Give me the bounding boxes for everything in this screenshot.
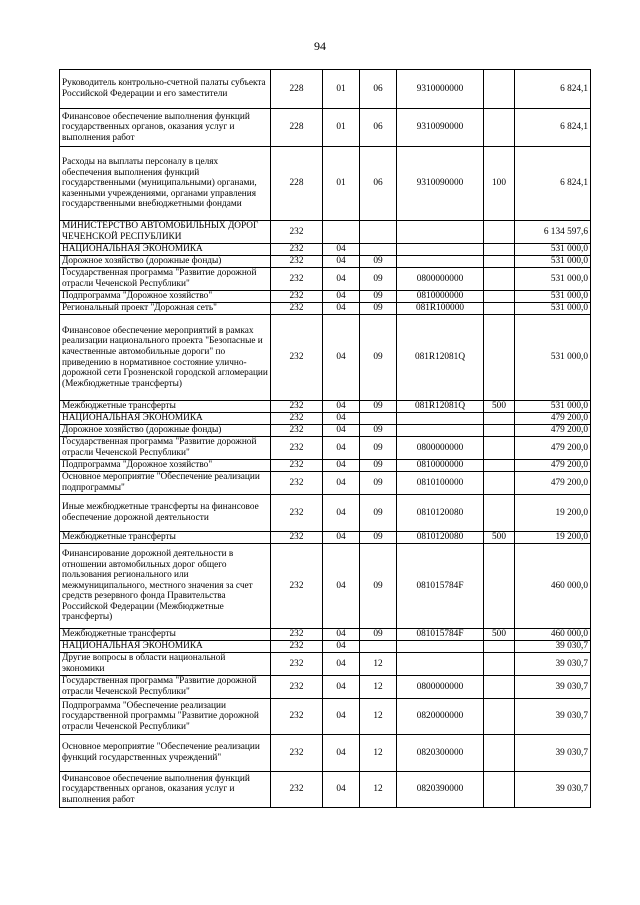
subsection-code-cell: 09 xyxy=(360,532,397,544)
section-code-cell: 01 xyxy=(323,109,360,147)
expense-type-cell xyxy=(484,268,515,291)
expense-type-cell xyxy=(484,653,515,676)
section-code-cell: 01 xyxy=(323,147,360,221)
row-name-cell: Финансовое обеспечение мероприятий в рамках реализации национального проекта "Безопасные и качественные автомобильные дороги" по приведению в нормативное состояние улично-дорожной сети Грозненской городской агломерации (Межбюджетные трансферты) xyxy=(60,315,271,401)
target-article-cell: 081R100000 xyxy=(397,303,484,315)
amount-cell: 460 000,0 xyxy=(515,544,591,629)
row-name-cell: Межбюджетные трансферты xyxy=(60,629,271,641)
subsection-code-cell: 09 xyxy=(360,315,397,401)
amount-cell: 479 200,0 xyxy=(515,460,591,472)
section-code-cell: 04 xyxy=(323,641,360,653)
expense-type-cell xyxy=(484,256,515,268)
ministry-code-cell: 232 xyxy=(271,256,323,268)
section-code-cell: 04 xyxy=(323,460,360,472)
target-article-cell: 081015784F xyxy=(397,544,484,629)
row-name-cell: Межбюджетные трансферты xyxy=(60,532,271,544)
row-name-cell: НАЦИОНАЛЬНАЯ ЭКОНОМИКА xyxy=(60,413,271,425)
row-name-cell: Финансовое обеспечение выполнения функций государственных органов, оказания услуг и выполнения работ xyxy=(60,109,271,147)
ministry-code-cell: 232 xyxy=(271,413,323,425)
ministry-code-cell: 232 xyxy=(271,699,323,735)
expense-type-cell xyxy=(484,221,515,244)
subsection-code-cell: 12 xyxy=(360,676,397,699)
target-article-cell: 0820390000 xyxy=(397,772,484,808)
table-row xyxy=(60,221,591,244)
subsection-code-cell xyxy=(360,413,397,425)
table-row xyxy=(60,772,591,808)
ministry-code-cell: 232 xyxy=(271,735,323,772)
row-name-cell: Государственная программа "Развитие дорожной отрасли Чеченской Республики" xyxy=(60,268,271,291)
row-name-cell: Межбюджетные трансферты xyxy=(60,401,271,413)
target-article-cell: 9310090000 xyxy=(397,147,484,221)
ministry-code-cell: 232 xyxy=(271,291,323,303)
amount-cell: 39 030,7 xyxy=(515,772,591,808)
subsection-code-cell: 09 xyxy=(360,401,397,413)
amount-cell: 19 200,0 xyxy=(515,495,591,532)
section-code-cell: 04 xyxy=(323,735,360,772)
subsection-code-cell: 09 xyxy=(360,495,397,532)
table-row xyxy=(60,291,591,303)
ministry-code-cell: 232 xyxy=(271,495,323,532)
target-article-cell xyxy=(397,221,484,244)
ministry-code-cell: 232 xyxy=(271,460,323,472)
table-row xyxy=(60,641,591,653)
section-code-cell: 04 xyxy=(323,472,360,495)
subsection-code-cell: 12 xyxy=(360,772,397,808)
amount-cell: 531 000,0 xyxy=(515,291,591,303)
expense-type-cell xyxy=(484,460,515,472)
row-name-cell: Подпрограмма "Дорожное хозяйство" xyxy=(60,460,271,472)
ministry-code-cell: 228 xyxy=(271,109,323,147)
ministry-code-cell: 232 xyxy=(271,268,323,291)
table-row xyxy=(60,70,591,109)
budget-table xyxy=(59,69,591,808)
ministry-code-cell: 232 xyxy=(271,653,323,676)
subsection-code-cell: 09 xyxy=(360,268,397,291)
subsection-code-cell: 09 xyxy=(360,629,397,641)
row-name-cell: Подпрограмма "Обеспечение реализации государственной программы "Развитие дорожной отрасли Чеченской Республики" xyxy=(60,699,271,735)
row-name-cell: Государственная программа "Развитие дорожной отрасли Чеченской Республики" xyxy=(60,437,271,460)
section-code-cell: 04 xyxy=(323,629,360,641)
row-name-cell: Основное мероприятие "Обеспечение реализации подпрограммы" xyxy=(60,472,271,495)
target-article-cell xyxy=(397,653,484,676)
expense-type-cell xyxy=(484,641,515,653)
expense-type-cell: 100 xyxy=(484,147,515,221)
section-code-cell: 01 xyxy=(323,70,360,109)
row-name-cell: НАЦИОНАЛЬНАЯ ЭКОНОМИКА xyxy=(60,244,271,256)
amount-cell: 19 200,0 xyxy=(515,532,591,544)
target-article-cell: 081R12081Q xyxy=(397,315,484,401)
expense-type-cell xyxy=(484,676,515,699)
expense-type-cell xyxy=(484,437,515,460)
section-code-cell: 04 xyxy=(323,303,360,315)
target-article-cell: 0810000000 xyxy=(397,291,484,303)
subsection-code-cell: 09 xyxy=(360,437,397,460)
row-name-cell: Руководитель контрольно-счетной палаты субъекта Российской Федерации и его заместители xyxy=(60,70,271,109)
target-article-cell: 0810000000 xyxy=(397,460,484,472)
ministry-code-cell: 232 xyxy=(271,544,323,629)
section-code-cell: 04 xyxy=(323,532,360,544)
section-code-cell: 04 xyxy=(323,244,360,256)
amount-cell: 39 030,7 xyxy=(515,735,591,772)
subsection-code-cell xyxy=(360,221,397,244)
subsection-code-cell: 12 xyxy=(360,653,397,676)
target-article-cell xyxy=(397,641,484,653)
page-number: 94 xyxy=(314,39,326,53)
table-row xyxy=(60,268,591,291)
table-row xyxy=(60,437,591,460)
amount-cell: 531 000,0 xyxy=(515,303,591,315)
expense-type-cell xyxy=(484,772,515,808)
table-row xyxy=(60,629,591,641)
amount-cell: 479 200,0 xyxy=(515,425,591,437)
table-row xyxy=(60,315,591,401)
target-article-cell: 0810120080 xyxy=(397,495,484,532)
row-name-cell: Расходы на выплаты персоналу в целях обеспечения выполнения функций государственными (муниципальными) органами, казенными учреждениями, органами управления государственными внебюджетными фондами xyxy=(60,147,271,221)
target-article-cell: 081015784F xyxy=(397,629,484,641)
row-name-cell: Другие вопросы в области национальной экономики xyxy=(60,653,271,676)
table-row xyxy=(60,532,591,544)
amount-cell: 39 030,7 xyxy=(515,699,591,735)
section-code-cell: 04 xyxy=(323,676,360,699)
ministry-code-cell: 232 xyxy=(271,532,323,544)
table-row xyxy=(60,147,591,221)
subsection-code-cell: 09 xyxy=(360,472,397,495)
amount-cell: 531 000,0 xyxy=(515,268,591,291)
amount-cell: 6 824,1 xyxy=(515,109,591,147)
table-row xyxy=(60,676,591,699)
table-row xyxy=(60,256,591,268)
table-row xyxy=(60,735,591,772)
table-row xyxy=(60,495,591,532)
section-code-cell: 04 xyxy=(323,544,360,629)
target-article-cell xyxy=(397,244,484,256)
target-article-cell: 0800000000 xyxy=(397,437,484,460)
section-code-cell: 04 xyxy=(323,256,360,268)
table-row xyxy=(60,401,591,413)
subsection-code-cell: 09 xyxy=(360,544,397,629)
ministry-code-cell: 232 xyxy=(271,315,323,401)
row-name-cell: Государственная программа "Развитие дорожной отрасли Чеченской Республики" xyxy=(60,676,271,699)
table-row xyxy=(60,472,591,495)
expense-type-cell: 500 xyxy=(484,401,515,413)
amount-cell: 6 824,1 xyxy=(515,147,591,221)
subsection-code-cell xyxy=(360,641,397,653)
table-row xyxy=(60,544,591,629)
subsection-code-cell: 12 xyxy=(360,735,397,772)
subsection-code-cell: 09 xyxy=(360,256,397,268)
ministry-code-cell: 232 xyxy=(271,629,323,641)
subsection-code-cell: 09 xyxy=(360,460,397,472)
ministry-code-cell: 232 xyxy=(271,472,323,495)
section-code-cell: 04 xyxy=(323,291,360,303)
expense-type-cell xyxy=(484,291,515,303)
subsection-code-cell: 09 xyxy=(360,291,397,303)
budget-table-body xyxy=(60,70,591,808)
ministry-code-cell: 232 xyxy=(271,425,323,437)
ministry-code-cell: 232 xyxy=(271,401,323,413)
amount-cell: 39 030,7 xyxy=(515,676,591,699)
section-code-cell: 04 xyxy=(323,437,360,460)
ministry-code-cell: 232 xyxy=(271,303,323,315)
expense-type-cell xyxy=(484,303,515,315)
target-article-cell: 0820000000 xyxy=(397,699,484,735)
expense-type-cell xyxy=(484,472,515,495)
section-code-cell: 04 xyxy=(323,699,360,735)
table-row xyxy=(60,303,591,315)
expense-type-cell xyxy=(484,495,515,532)
target-article-cell: 9310000000 xyxy=(397,70,484,109)
amount-cell: 6 824,1 xyxy=(515,70,591,109)
row-name-cell: Подпрограмма "Дорожное хозяйство" xyxy=(60,291,271,303)
row-name-cell: Иные межбюджетные трансферты на финансовое обеспечение дорожной деятельности xyxy=(60,495,271,532)
ministry-code-cell: 232 xyxy=(271,221,323,244)
amount-cell: 531 000,0 xyxy=(515,401,591,413)
subsection-code-cell: 06 xyxy=(360,109,397,147)
expense-type-cell xyxy=(484,70,515,109)
subsection-code-cell: 06 xyxy=(360,147,397,221)
target-article-cell: 0810100000 xyxy=(397,472,484,495)
section-code-cell: 04 xyxy=(323,772,360,808)
table-row xyxy=(60,413,591,425)
target-article-cell xyxy=(397,425,484,437)
target-article-cell: 0800000000 xyxy=(397,268,484,291)
section-code-cell: 04 xyxy=(323,315,360,401)
ministry-code-cell: 232 xyxy=(271,244,323,256)
section-code-cell: 04 xyxy=(323,401,360,413)
subsection-code-cell: 06 xyxy=(360,70,397,109)
amount-cell: 39 030,7 xyxy=(515,653,591,676)
section-code-cell: 04 xyxy=(323,268,360,291)
ministry-code-cell: 228 xyxy=(271,70,323,109)
amount-cell: 460 000,0 xyxy=(515,629,591,641)
row-name-cell: Дорожное хозяйство (дорожные фонды) xyxy=(60,256,271,268)
ministry-code-cell: 232 xyxy=(271,437,323,460)
expense-type-cell xyxy=(484,315,515,401)
section-code-cell: 04 xyxy=(323,653,360,676)
expense-type-cell xyxy=(484,244,515,256)
section-code-cell: 04 xyxy=(323,495,360,532)
amount-cell: 531 000,0 xyxy=(515,256,591,268)
expense-type-cell xyxy=(484,544,515,629)
section-code-cell: 04 xyxy=(323,425,360,437)
amount-cell: 479 200,0 xyxy=(515,413,591,425)
ministry-code-cell: 232 xyxy=(271,772,323,808)
target-article-cell: 9310090000 xyxy=(397,109,484,147)
ministry-code-cell: 228 xyxy=(271,147,323,221)
table-row xyxy=(60,699,591,735)
subsection-code-cell: 12 xyxy=(360,699,397,735)
subsection-code-cell: 09 xyxy=(360,303,397,315)
expense-type-cell xyxy=(484,425,515,437)
subsection-code-cell: 09 xyxy=(360,425,397,437)
table-row xyxy=(60,653,591,676)
section-code-cell xyxy=(323,221,360,244)
row-name-cell: Финансовое обеспечение выполнения функций государственных органов, оказания услуг и выполнения работ xyxy=(60,772,271,808)
target-article-cell xyxy=(397,256,484,268)
expense-type-cell xyxy=(484,109,515,147)
expense-type-cell xyxy=(484,735,515,772)
subsection-code-cell xyxy=(360,244,397,256)
row-name-cell: Дорожное хозяйство (дорожные фонды) xyxy=(60,425,271,437)
amount-cell: 39 030,7 xyxy=(515,641,591,653)
amount-cell: 531 000,0 xyxy=(515,244,591,256)
expense-type-cell xyxy=(484,413,515,425)
target-article-cell: 081R12081Q xyxy=(397,401,484,413)
row-name-cell: Региональный проект "Дорожная сеть" xyxy=(60,303,271,315)
amount-cell: 6 134 597,6 xyxy=(515,221,591,244)
ministry-code-cell: 232 xyxy=(271,676,323,699)
section-code-cell: 04 xyxy=(323,413,360,425)
row-name-cell: Финансирование дорожной деятельности в отношении автомобильных дорог общего пользования регионального или межмуниципального, местного значения за счет средств резервного фонда Правительства Российской Федерации (Межбюджетные трансферты) xyxy=(60,544,271,629)
table-row xyxy=(60,109,591,147)
table-row xyxy=(60,460,591,472)
target-article-cell: 0800000000 xyxy=(397,676,484,699)
ministry-code-cell: 232 xyxy=(271,641,323,653)
amount-cell: 479 200,0 xyxy=(515,437,591,460)
expense-type-cell: 500 xyxy=(484,532,515,544)
target-article-cell xyxy=(397,413,484,425)
amount-cell: 531 000,0 xyxy=(515,315,591,401)
expense-type-cell xyxy=(484,699,515,735)
row-name-cell: Основное мероприятие "Обеспечение реализации функций государственных учреждений" xyxy=(60,735,271,772)
target-article-cell: 0810120080 xyxy=(397,532,484,544)
row-name-cell: НАЦИОНАЛЬНАЯ ЭКОНОМИКА xyxy=(60,641,271,653)
row-name-cell: МИНИСТЕРСТВО АВТОМОБИЛЬНЫХ ДОРОГ ЧЕЧЕНСКОЙ РЕСПУБЛИКИ xyxy=(60,221,271,244)
expense-type-cell: 500 xyxy=(484,629,515,641)
target-article-cell: 0820300000 xyxy=(397,735,484,772)
amount-cell: 479 200,0 xyxy=(515,472,591,495)
table-row xyxy=(60,425,591,437)
table-row xyxy=(60,244,591,256)
